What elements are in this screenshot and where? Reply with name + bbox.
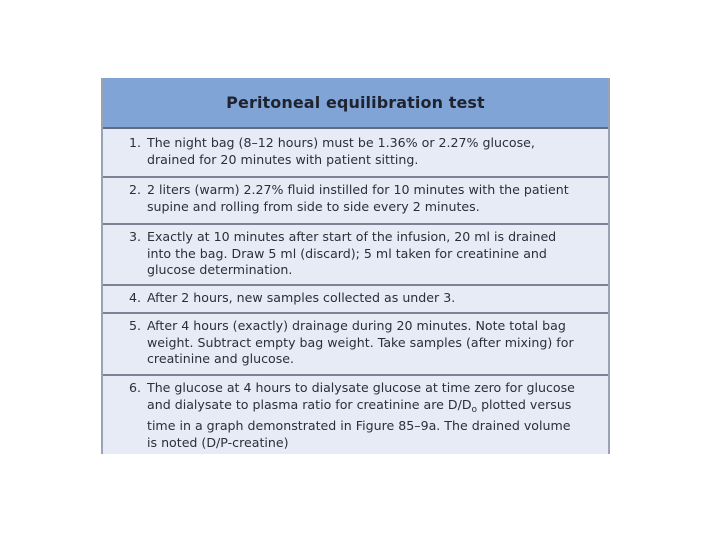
table-row bbox=[103, 314, 608, 376]
step-6 bbox=[129, 380, 582, 451]
step-text: After 4 hours (exactly) drainage during 20 minutes. Note total bag weight. Subtract empty bag weight. Take samples (after mixing) for creatinine and glucose. bbox=[147, 318, 574, 366]
step-number: 4. bbox=[129, 290, 142, 305]
step-text: The night bag (8–12 hours) must be 1.36% or 2.27% glucose, drained for 20 minutes with patient sitting. bbox=[147, 135, 535, 167]
step-text bbox=[147, 380, 582, 451]
step-text: Exactly at 10 minutes after start of the infusion, 20 ml is drained into the bag. Draw 5 ml (discard); 5 ml taken for creatinine and glucose determination. bbox=[147, 229, 557, 277]
table-row bbox=[103, 131, 608, 178]
subscript-o: o bbox=[471, 404, 478, 415]
step-4 bbox=[129, 290, 582, 307]
table-row bbox=[103, 178, 608, 225]
step-number: 2. bbox=[129, 182, 142, 197]
pet-table bbox=[101, 78, 610, 454]
step-number: 1. bbox=[129, 135, 142, 150]
step-text-part: The glucose at 4 hours to dialysate glucose at time zero for glucose and dialysate to plasma ratio for creatinine are D/D bbox=[147, 380, 575, 412]
step-text: After 2 hours, new samples collected as under 3. bbox=[147, 290, 456, 305]
table-title: Peritoneal equilibration test bbox=[226, 93, 485, 112]
step-number: 3. bbox=[129, 229, 142, 244]
table-row bbox=[103, 286, 608, 314]
step-text: 2 liters (warm) 2.27% fluid instilled for 10 minutes with the patient supine and rolling from side to side every 2 minutes. bbox=[147, 182, 569, 214]
step-number: 6. bbox=[129, 380, 142, 395]
table-row bbox=[103, 225, 608, 286]
step-2 bbox=[129, 182, 582, 215]
step-3 bbox=[129, 229, 582, 279]
step-number: 5. bbox=[129, 318, 142, 333]
step-text-part: plotted versus time in a graph demonstrated in Figure 85–9a. The drained volume is noted (D/P-creatine) bbox=[147, 396, 572, 450]
step-1 bbox=[129, 135, 582, 168]
step-5 bbox=[129, 318, 582, 368]
table-row bbox=[103, 376, 608, 454]
table-header bbox=[103, 78, 608, 129]
